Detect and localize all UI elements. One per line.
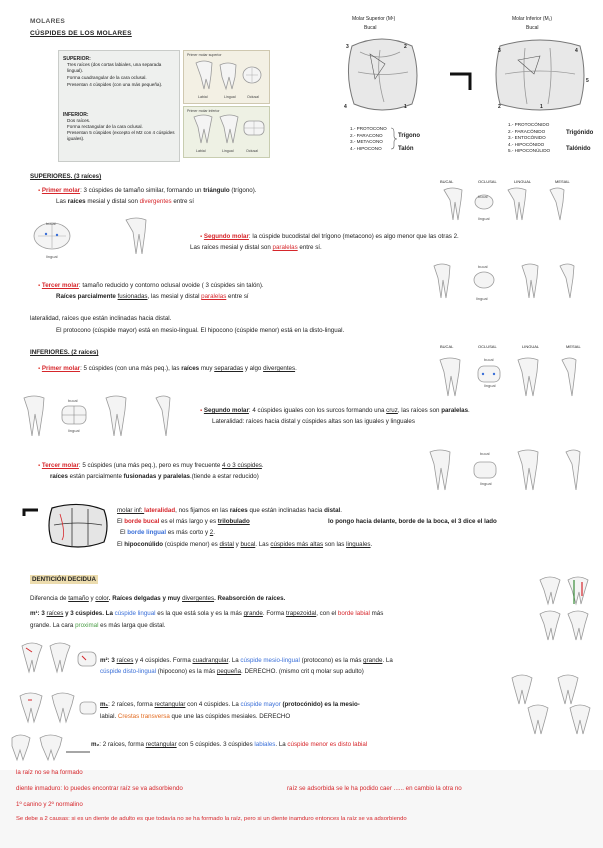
bullet-icon: ▪: [38, 188, 41, 194]
text-span: .(tiende a estar reducido): [190, 473, 259, 480]
superior-item: Tres raíces (dos cortas labiales, una separada lingual).: [67, 62, 162, 73]
text-span: raíces: [229, 507, 248, 514]
text-span: paralelas: [272, 244, 298, 251]
view-label-lingual: LINGUAL: [514, 179, 532, 184]
talonido-label: Talónido: [566, 146, 591, 152]
text-span: que están inclinadas hacia: [247, 507, 325, 514]
term-primer-molar: Primer molar: [41, 365, 81, 372]
text-span: Las raíces mesial y distal son: [190, 244, 273, 251]
upper-second-molar-roots: [190, 243, 322, 252]
text-span: . La: [228, 657, 241, 664]
upper-protocono-text: El protocono (cúspide mayor) está en mesio-lingual. El hipocono (cúspide menor) está en la disto-lingual.: [56, 327, 345, 334]
lower-molar-occlusal-sketch: [20, 500, 110, 550]
upper-cusp-legend: [350, 126, 387, 152]
view-label-lingual-small: lingual: [480, 481, 492, 486]
text-span: raíces: [46, 610, 64, 617]
inferior-item: Forma rectangular de la cara oclusal.: [67, 124, 143, 129]
cusp-name: 4.- HIPOCONO: [350, 145, 382, 151]
text-span: bucal: [240, 541, 256, 548]
text-span: cruz: [386, 407, 398, 414]
text-span: entre sí: [171, 198, 194, 205]
text-span: divergentes: [139, 198, 172, 205]
text-span: , las mesial y distal: [147, 293, 202, 300]
text-span: Las: [56, 198, 68, 205]
deciduous-lower-molar-views: [508, 672, 598, 736]
text-span: cúspides más altas: [270, 541, 324, 548]
text-span: más: [369, 610, 384, 617]
text-span: .: [340, 507, 342, 514]
bullet-icon: ▪: [200, 408, 203, 414]
text-span: raíces: [67, 198, 86, 205]
photo-caption: Primer molar inferior: [187, 109, 220, 113]
text-span: divergentes: [182, 595, 215, 602]
text-span: tamaño: [68, 595, 89, 602]
arrow-icon: [450, 74, 470, 90]
lower-note-line1: [117, 506, 342, 515]
text-span: raíces: [116, 657, 134, 664]
text-span: , con el: [316, 610, 338, 617]
text-span: .: [370, 541, 373, 548]
text-span: trapezoidal: [285, 610, 317, 617]
cusp-number: 4: [575, 48, 578, 54]
upper-first-molar-roots: [56, 197, 194, 206]
photo-label-lingual: Lingual: [224, 95, 236, 99]
m1-inferior-text: [100, 700, 360, 709]
text-span: trilobulado: [217, 518, 250, 525]
text-span: . Forma: [262, 610, 286, 617]
deciduous-m1-inferior-views: [18, 692, 98, 728]
page-subtitle: CÚSPIDES DE LOS MOLARES: [30, 30, 132, 37]
upper-brace-icon: [390, 127, 398, 153]
text-span: grande: [243, 610, 263, 617]
term-tercer-molar: Tercer molar: [41, 282, 79, 289]
text-span: borde bucal: [124, 518, 160, 525]
text-span: . DERECHO. (mismo crit q molar sup adulto): [241, 668, 364, 675]
text-span: grande. La cara: [30, 622, 76, 629]
upper-third-molar-roots: [56, 292, 249, 301]
cusp-number: 5: [586, 78, 589, 84]
m1-superior-text-line2: [30, 621, 166, 630]
text-span: . Las: [255, 541, 271, 548]
view-label-bucal-small: bucal: [68, 398, 78, 403]
text-span: raíces: [50, 473, 68, 480]
lower-second-molar-lateral: Lateralidad: raíces hacia distal y cúspides altas son las iguales y linguales: [212, 418, 415, 425]
cusp-name: 2.- PARACÓNIDO: [508, 128, 546, 134]
deciduous-m2-inferior-views: [10, 734, 90, 764]
text-span: y algo: [243, 365, 264, 372]
lower-first-molar-views: [436, 356, 586, 400]
view-label-lingual-small: lingual: [68, 428, 80, 433]
text-span: con 4 cúspides. La: [185, 701, 241, 708]
term-tercer-molar: Tercer molar: [41, 462, 79, 469]
m1-inferior-text-line2: [100, 712, 290, 721]
text-span: , las raíces son: [397, 407, 442, 414]
lower-note-line4: [117, 540, 372, 549]
text-span: entre sí.: [297, 244, 322, 251]
text-span: triángulo: [203, 187, 230, 194]
deciduous-upper-molar-views: [536, 574, 596, 644]
text-span: color: [95, 595, 109, 602]
text-span: cúspide menor es disto labial: [287, 741, 368, 748]
text-span: Raíces parcialmente: [56, 293, 118, 300]
text-span: : 3 cúspides de tamaño similar, formando un: [80, 187, 204, 194]
decidua-intro: [30, 594, 285, 603]
view-label-mesial: MESIAL: [555, 179, 570, 184]
text-span: (trígono).: [229, 187, 257, 194]
text-span: paralelas: [441, 407, 469, 414]
m2-superior-text: [100, 656, 393, 665]
text-span: (cúspide menor) es: [163, 541, 220, 548]
text-span: son las: [323, 541, 347, 548]
text-span: : 2 raíces, forma: [99, 741, 146, 748]
m1-superior-text: [30, 609, 383, 618]
text-span: raíces: [181, 365, 200, 372]
lower-third-molar-views: [426, 448, 596, 492]
view-label-lingual-small: lingual: [484, 383, 496, 388]
photo-caption: Primer molar superior: [187, 53, 222, 57]
text-span: El: [117, 541, 125, 548]
upper-molar-diagram-title: Molar Superior (M¹): [352, 16, 396, 22]
text-span: , nos fijamos en las: [175, 507, 230, 514]
term-primer-molar: Primer molar: [41, 187, 81, 194]
superior-item: Forma cuadrangular de la cara oclusal.: [67, 75, 147, 80]
m2-inferior-text: [91, 740, 367, 749]
text-span: entre sí: [226, 293, 249, 300]
decidua-heading: DENTICIÓN DECIDUA: [32, 576, 96, 583]
view-label-bucal-small: bucal: [484, 357, 494, 362]
cusp-name: 4.- HIPOCÓNIDO: [508, 141, 545, 147]
inferiores-heading: INFERIORES. (2 raíces): [30, 349, 99, 356]
summary-box: [58, 50, 180, 162]
text-span: .: [261, 462, 264, 469]
trigonido-label: Trigónido: [566, 130, 594, 136]
upper-second-molar-text: [200, 232, 459, 242]
text-span: borde lingual: [127, 529, 167, 536]
text-span: Crestas transversa: [117, 713, 170, 720]
text-span: . La: [382, 657, 393, 664]
view-label-oclusal: OCLUSAL: [478, 179, 497, 184]
photo-label-labial: Labial: [198, 95, 208, 99]
text-span: pequeña: [216, 668, 242, 675]
page-title: MOLARES: [30, 18, 66, 25]
footer-area: [0, 770, 603, 848]
cusp-name: 1.- PROTOCÓNIDO: [508, 122, 550, 127]
text-span: cúspide mayor: [240, 701, 281, 708]
text-span: 2: [209, 529, 214, 536]
footer-note: la raíz no se ha formado: [16, 769, 83, 776]
text-span: m₂: [91, 741, 100, 748]
text-span: mesial y distal son: [85, 198, 140, 205]
footer-note: diente inmaduro: lo puedes encontrar raíz se va adsorbiendo: [16, 785, 183, 792]
lower-molar-photo: [183, 106, 270, 158]
cusp-name: 2.- PARACONO: [350, 132, 383, 138]
text-span: borde labial: [337, 610, 370, 617]
text-span: m₁: [100, 701, 109, 708]
cusp-number: 1: [404, 104, 407, 110]
cusp-name: 5.- HIPOCONÚLIDO: [508, 148, 551, 153]
bullet-icon: ▪: [38, 366, 41, 372]
text-span: divergentes: [263, 365, 296, 372]
superiores-heading: SUPERIORES. (3 raíces): [30, 173, 102, 180]
lower-molar-occlusal-icon: [496, 40, 584, 110]
lower-third-molar-roots: [50, 472, 259, 481]
text-span: cúspide lingual: [114, 610, 156, 617]
view-label-bucal-small: bucal: [480, 451, 490, 456]
upper-third-molar-views: [430, 262, 590, 302]
text-span: 4 o 3 cúspides: [221, 462, 262, 469]
upper-first-molar-views: [438, 186, 578, 224]
trigono-label: Trígono: [398, 133, 420, 139]
inferior-item: Dos raíces.: [67, 118, 91, 123]
view-label-bucal-small: bucal: [46, 221, 56, 226]
view-label-mesial: MESIAL: [566, 344, 581, 349]
text-span: fusionadas y paralelas: [123, 473, 190, 480]
text-span: distal: [324, 507, 341, 514]
text-span: molar inf:: [117, 507, 145, 514]
text-span: labial.: [100, 713, 118, 720]
text-span: .: [213, 529, 215, 536]
cusp-name: 3.- METACONO: [350, 139, 383, 144]
text-span: distal: [219, 541, 234, 548]
text-span: : tamaño reducido y contorno oclusal ovoide ( 3 cúspides sin talón).: [78, 282, 264, 289]
superior-summary-title: SUPERIOR:: [63, 56, 91, 62]
text-span: m²: 3: [100, 657, 117, 664]
view-label-lingual: LINGUAL: [522, 344, 540, 349]
cusp-number: 4: [344, 104, 347, 110]
cusp-number: 1: [540, 104, 543, 110]
text-span: . Raíces delgadas y muy: [108, 595, 183, 602]
talon-label: Talón: [398, 146, 414, 152]
text-span: con 5 cúspides. 3 cúspides: [176, 741, 255, 748]
view-label-lingual-small: lingual: [46, 254, 58, 259]
photo-label-oclusal: Oclusal: [247, 95, 259, 99]
superior-item: Presentan 4 cúspides (con una más pequeña).: [67, 82, 163, 87]
lower-note-line2: [117, 517, 250, 526]
view-label-lingual-small: lingual: [478, 216, 490, 221]
text-span: El: [120, 529, 128, 536]
text-span: (hipocono) es la más: [156, 668, 217, 675]
text-span: : 5 cúspides (con una más peq.), las: [80, 365, 182, 372]
text-span: : 2 raíces, forma: [108, 701, 155, 708]
view-label-bucal: BUCAL: [440, 344, 454, 349]
view-label-bucal: BUCAL: [440, 179, 454, 184]
bullet-icon: ▪: [200, 234, 203, 240]
text-span: . Reabsorción de raíces.: [214, 595, 286, 602]
term-segundo-molar: Segundo molar: [203, 233, 249, 240]
text-span: es más corto y: [166, 529, 210, 536]
text-span: El: [117, 518, 125, 525]
upper-first-molar-text: [38, 186, 257, 196]
lower-third-molar-text: [38, 461, 264, 471]
text-span: cúspide mesio-lingual: [240, 657, 300, 664]
lower-first-molar-text: [38, 364, 297, 374]
text-span: cuadrangular: [192, 657, 229, 664]
lower-note-line2b: lo pongo hacia delante, borde de la boca, el 3 dice el lado: [328, 518, 497, 525]
text-span: lateralidad: [144, 507, 176, 514]
photo-label-labial: Labial: [196, 149, 206, 153]
text-span: (protocono) es la más: [299, 657, 364, 664]
cusp-number: 3: [498, 48, 501, 54]
text-span: proximal: [75, 622, 99, 629]
text-span: (protocónido) es la mesio-: [280, 701, 360, 708]
footer-note: raíz se adsorbida se le ha podido caer ...... en cambio la otra no: [287, 785, 462, 792]
cusp-diagram: [340, 32, 600, 122]
view-label-bucal-small: bucal: [478, 264, 488, 269]
text-span: . La: [275, 741, 288, 748]
cusp-number: 3: [346, 44, 349, 50]
text-span: es el más largo y es: [159, 518, 218, 525]
cusp-number: 2: [498, 104, 501, 110]
text-span: y: [88, 595, 96, 602]
view-label-lingual-small: lingual: [476, 296, 488, 301]
inferior-item: Presentan 5 cúspides (excepto el M2 con 4 cúspides iguales).: [67, 130, 175, 141]
text-span: rectangular: [154, 701, 186, 708]
lower-molar-diagram-title: Molar Inferior (M₁): [512, 16, 553, 22]
text-span: rectangular: [145, 741, 177, 748]
text-span: grande: [363, 657, 383, 664]
text-span: m¹: 3: [30, 610, 47, 617]
bullet-icon: ▪: [38, 283, 41, 289]
cusp-name: 3.- ENTOCÓNIDO: [508, 135, 546, 140]
term-segundo-molar: Segundo molar: [203, 407, 249, 414]
text-span: : 5 cúspides (una más peq.), pero es muy frecuente: [78, 462, 222, 469]
upper-third-molar-text: [38, 281, 264, 291]
text-span: están parcialmente: [67, 473, 124, 480]
cusp-name: 1.- PROTOCONO: [350, 126, 387, 131]
text-span: paralelas: [201, 293, 227, 300]
text-span: separadas: [214, 365, 244, 372]
lower-cusp-legend: [508, 122, 550, 155]
text-span: : la cúspide bucodistal del trígono (metacono) es algo menor que las otras 2.: [248, 233, 459, 240]
text-span: y 3 cúspides. La: [63, 610, 115, 617]
text-span: hipoconúlido: [124, 541, 164, 548]
text-span: fusionadas: [117, 293, 148, 300]
inferior-summary-title: INFERIOR:: [63, 112, 89, 118]
text-span: es la que está sola y es la más: [155, 610, 244, 617]
lower-note-line3: [120, 528, 215, 537]
text-span: labiales: [254, 741, 276, 748]
text-span: linguales: [346, 541, 371, 548]
cusp-number: 2: [404, 44, 407, 50]
upper-molar-photo: [183, 50, 270, 104]
footer-note: 1º canino y 2º normalino: [16, 801, 83, 808]
lower-second-molar-text: [200, 406, 470, 416]
upper-lateralidad-text: lateralidad, raíces que están inclinadas hacia distal.: [30, 315, 172, 322]
text-span: Diferencia de: [30, 595, 69, 602]
text-span: muy: [199, 365, 215, 372]
text-span: y: [233, 541, 241, 548]
text-span: cúspide disto-lingual: [100, 668, 157, 675]
m2-superior-text-line2: [100, 667, 364, 676]
view-label-bucal-small: bucal: [478, 194, 488, 199]
footer-note: Se debe a 2 causas: si es un diente de adulto es que todavía no se ha formado la raíz, pero si un diente inamduro entonces la raíz se va adsorbiendo: [16, 816, 407, 822]
lower-molar-diagram-side: Bucal: [526, 25, 539, 31]
view-label-oclusal: OCLUSAL: [478, 344, 497, 349]
upper-molar-diagram-side: Bucal: [364, 25, 377, 31]
photo-label-oclusal: Oclusal: [246, 149, 258, 153]
lower-second-molar-views: [20, 394, 190, 440]
text-span: .: [468, 407, 470, 414]
photo-label-lingual: Lingual: [222, 149, 234, 153]
bullet-icon: ▪: [38, 463, 41, 469]
text-span: .: [295, 365, 297, 372]
text-span: y 4 cúspides. Forma: [133, 657, 193, 664]
text-span: : 4 cúspides iguales con los surcos formando una: [248, 407, 387, 414]
deciduous-m2-views: [20, 640, 100, 680]
text-span: es más larga que distal.: [98, 622, 166, 629]
text-span: que une las cúspides mesiales. DERECHO: [169, 713, 291, 720]
